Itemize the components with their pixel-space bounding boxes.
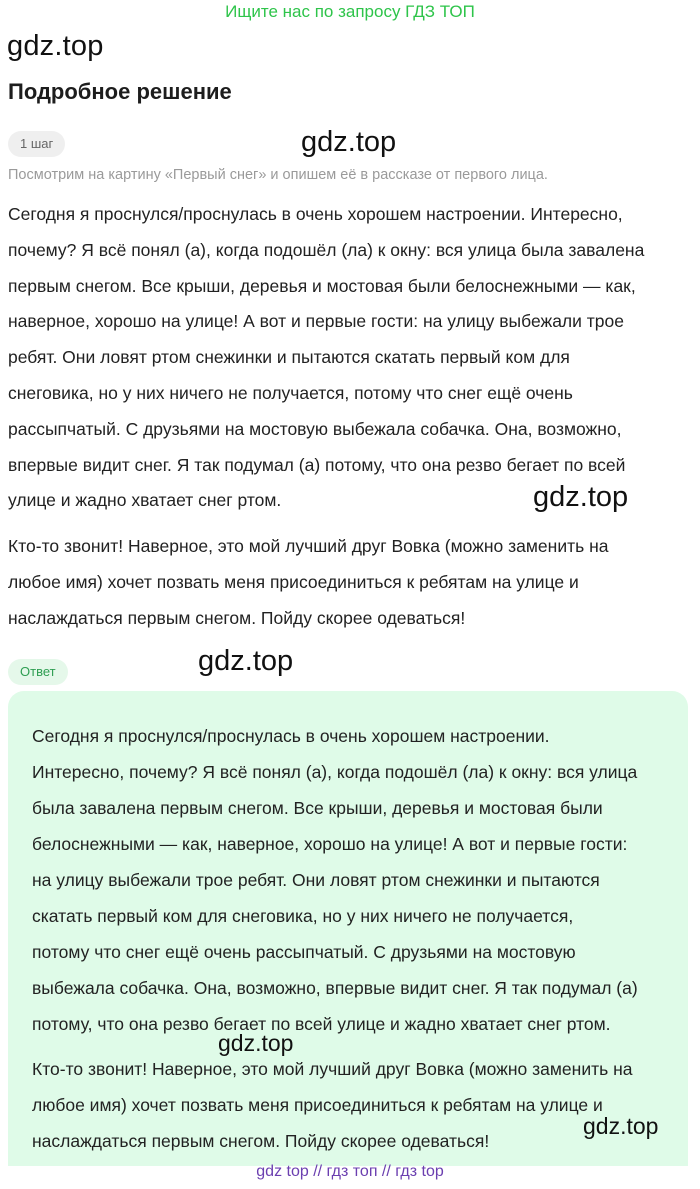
text-line: ребят. Они ловят ртом снежинки и пытаются скатать первый ком для (8, 347, 570, 368)
text-line: наверное, хорошо на улице! А вот и первые гости: на улицу выбежали трое (8, 311, 624, 332)
solution-paragraph-1 (8, 197, 698, 519)
text-line: белоснежными — как, наверное, хорошо на улице! А вот и первые гости: (32, 834, 628, 854)
watermark-text: gdz.top (533, 481, 629, 513)
text-line: была завалена первым снегом. Все крыши, деревья и мостовая были (32, 798, 603, 818)
text-line: скатать первый ком для снеговика, но у них ничего не получается, (32, 906, 574, 926)
solution-paragraph-2 (8, 529, 698, 636)
watermark-text: gdz.top (301, 126, 397, 158)
answer-paragraph-2 (32, 1051, 692, 1159)
site-logo[interactable]: gdz.top (7, 30, 104, 62)
text-line: Сегодня я проснулся/проснулась в очень хорошем настроении. (32, 726, 550, 746)
watermark-text: gdz.top (583, 1113, 659, 1139)
text-line: наслаждаться первым снегом. Пойду скорее одеваться! (8, 607, 466, 628)
text-line: улице и жадно хватает снег ртом. (8, 490, 282, 511)
watermark-text: gdz.top (198, 645, 294, 677)
text-line: Кто-то звонит! Наверное, это мой лучший друг Вовка (можно заменить на (8, 536, 609, 556)
text-line: Кто-то звонит! Наверное, это мой лучший друг Вовка (можно заменить на (32, 1059, 633, 1079)
step-badge: 1 шаг (8, 131, 65, 157)
answer-paragraph-1 (32, 718, 692, 1042)
watermark-text: gdz.top (218, 1030, 294, 1056)
text-line: почему? Я всё понял (а), когда подошёл (ла) к окну: вся улица была завалена (8, 239, 645, 260)
text-line: любое имя) хочет позвать меня присоединиться к ребятам на улице и (8, 571, 579, 592)
text-line: потому, что она резво бегает по всей улице и жадно хватает снег ртом. (32, 1014, 611, 1034)
text-line: первым снегом. Все крыши, деревья и мостовая были белоснежными — как, (8, 275, 636, 296)
text-line: снеговика, но у них ничего не получается, потому что снег ещё очень (8, 382, 573, 403)
text-line: любое имя) хочет позвать меня присоединиться к ребятам на улице и (32, 1095, 603, 1115)
text-line: Сегодня я проснулся/проснулась в очень хорошем настроении. Интересно, (8, 204, 623, 224)
answer-badge: Ответ (8, 659, 68, 685)
page-title: Подробное решение (8, 79, 232, 104)
text-line: Интересно, почему? Я всё понял (а), когда подошёл (ла) к окну: вся улица (32, 762, 638, 782)
footer-links[interactable]: gdz top // гдз топ // гдз top (256, 1163, 444, 1180)
text-line: на улицу выбежали трое ребят. Они ловят ртом снежинки и пытаются (32, 870, 600, 890)
step-hint: Посмотрим на картину «Первый снег» и опишем её в рассказе от первого лица. (8, 167, 548, 183)
text-line: наслаждаться первым снегом. Пойду скорее одеваться! (32, 1131, 490, 1151)
text-line: впервые видит снег. Я так подумал (а) потому, что она резво бегает по всей (8, 454, 626, 475)
text-line: рассыпчатый. С друзьями на мостовую выбежала собачка. Она, возможно, (8, 418, 622, 439)
text-line: потому что снег ещё очень рассыпчатый. С друзьями на мостовую (32, 942, 576, 962)
search-banner: Ищите нас по запросу ГДЗ ТОП (225, 2, 475, 21)
text-line: выбежала собачка. Она, возможно, впервые видит снег. Я так подумал (а) (32, 978, 638, 998)
